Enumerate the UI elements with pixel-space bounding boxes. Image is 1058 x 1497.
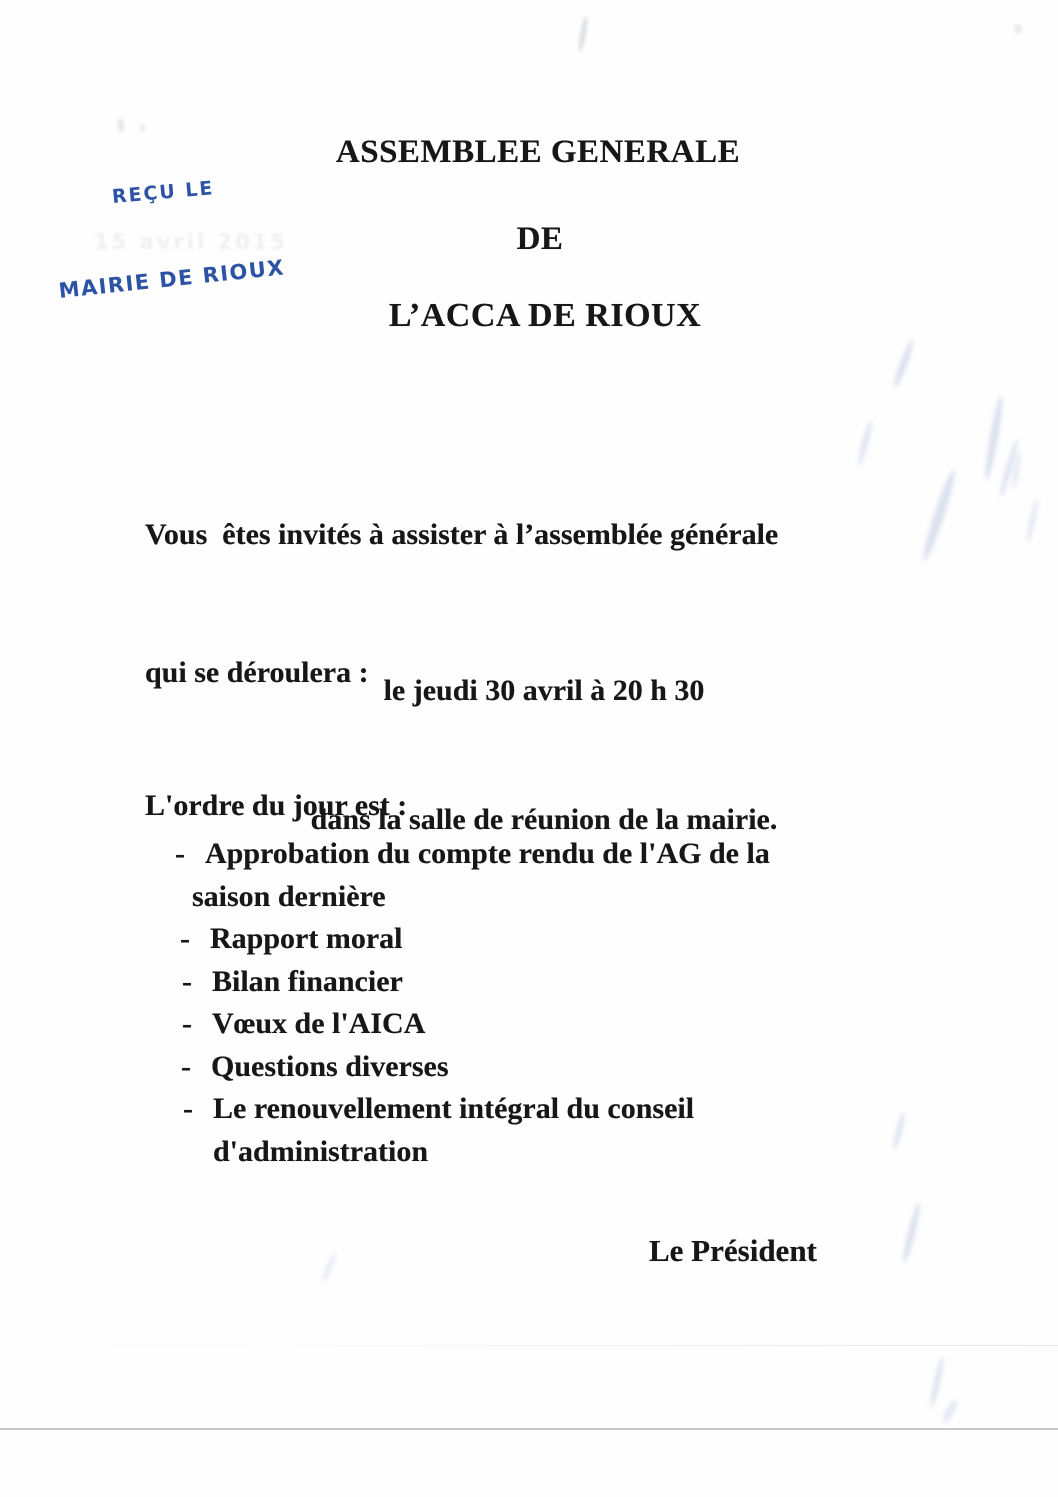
agenda-item-approbation <box>175 833 770 918</box>
dash-bullet: - <box>182 1007 192 1040</box>
agenda-item-line: Questions diverses <box>211 1049 449 1083</box>
document-title-line2: DE <box>516 221 564 257</box>
ink-smudge <box>929 1356 946 1408</box>
agenda-item-line: Vœux de l'AICA <box>212 1007 426 1040</box>
ink-smudge <box>1025 498 1039 543</box>
agenda-item-voeux-aica <box>182 1003 770 1046</box>
agenda-item-line: d'administration <box>213 1134 429 1168</box>
intro-line-2: qui se déroulera : <box>145 656 369 689</box>
stamp-recu-le: REÇU LE <box>111 177 216 208</box>
scan-mark <box>140 124 145 132</box>
schedule-location: dans la salle de réunion de la mairie. <box>310 803 778 836</box>
agenda-item-renouvellement <box>183 1088 770 1173</box>
agenda-item-line: Rapport moral <box>210 922 403 955</box>
agenda-item-rapport-moral <box>180 918 770 961</box>
ink-smudge <box>320 1252 338 1284</box>
agenda-item-line: Approbation du compte rendu de l'AG de la <box>205 837 770 870</box>
agenda-item-line: saison dernière <box>192 879 386 913</box>
scan-mark <box>1014 24 1022 34</box>
scan-mark <box>577 16 589 52</box>
dash-bullet: - <box>181 1049 191 1083</box>
dash-bullet: - <box>182 964 192 998</box>
scan-line-faint <box>0 1345 1058 1346</box>
scan-mark <box>117 118 125 133</box>
dash-bullet: - <box>183 1092 193 1125</box>
dash-bullet: - <box>180 922 190 955</box>
ink-smudge <box>901 1202 923 1264</box>
scan-line <box>0 1428 1058 1430</box>
ink-smudge <box>891 1112 906 1150</box>
document-title-line3: L’ACCA DE RIOUX <box>388 297 702 334</box>
ink-smudge <box>940 1398 960 1425</box>
schedule-datetime: le jeudi 30 avril à 20 h 30 <box>383 674 705 707</box>
agenda-list <box>175 833 770 1173</box>
agenda-item-questions-diverses <box>181 1046 770 1089</box>
agenda-heading: L'ordre du jour est : <box>145 789 408 822</box>
ink-smudge <box>983 395 1006 480</box>
document-title-line1: ASSEMBLEE GENERALE <box>335 134 741 170</box>
agenda-item-line: Le renouvellement intégral du conseil <box>213 1092 695 1125</box>
ink-smudge <box>891 338 915 389</box>
intro-line-1: Vous êtes invités à assister à l’assemblée générale <box>145 518 779 551</box>
signature-le-president: Le Président <box>649 1233 817 1268</box>
stamp-mairie-de-rioux: MAIRIE DE RIOUX <box>57 255 287 303</box>
stamp-faint-date: 15 avril 2015 <box>94 230 288 254</box>
agenda-item-bilan-financier <box>182 961 770 1004</box>
dash-bullet: - <box>175 837 185 870</box>
agenda-item-line: Bilan financier <box>212 964 403 998</box>
